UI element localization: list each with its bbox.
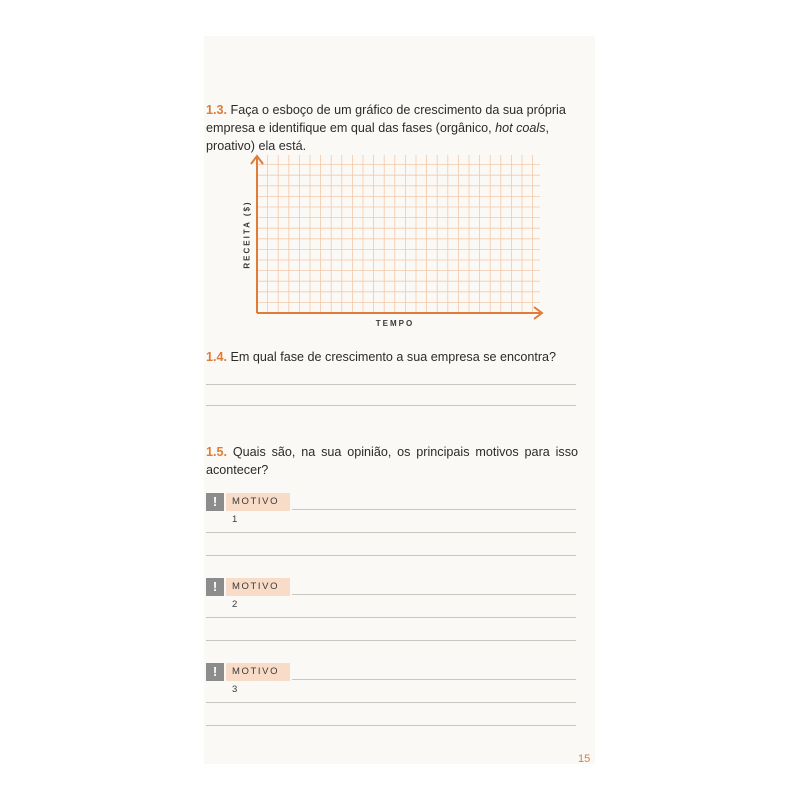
answer-line[interactable] — [206, 532, 576, 533]
alert-icon: ! — [206, 493, 224, 511]
answer-line[interactable] — [206, 555, 576, 556]
y-axis-label: RECEITA ($) — [242, 200, 252, 269]
question-italic: hot coals — [495, 121, 546, 135]
motivo-3-line[interactable] — [292, 679, 576, 680]
x-axis-label: TEMPO — [375, 319, 415, 328]
alert-icon: ! — [206, 578, 224, 596]
motivo-label: MOTIVO 1 — [226, 493, 290, 511]
page-number: 15 — [578, 753, 591, 765]
motivo-2-line[interactable] — [292, 594, 576, 595]
motivo-label: MOTIVO 2 — [226, 578, 290, 596]
question-1-5 — [206, 443, 578, 479]
answer-line[interactable] — [206, 405, 576, 406]
answer-line[interactable] — [206, 702, 576, 703]
answer-line[interactable] — [206, 725, 576, 726]
answer-line[interactable] — [206, 640, 576, 641]
question-text: Em qual fase de crescimento a sua empresa se encontra? — [230, 350, 557, 364]
grid-lines — [257, 155, 540, 313]
question-text-end: , proativo) ela está. — [206, 121, 550, 153]
question-text: Faça o esboço de um gráfico de crescimento da sua própria empresa e identifique em qual das fases (orgânico, — [206, 103, 566, 135]
alert-icon: ! — [206, 663, 224, 681]
question-number: 1.5. — [206, 445, 228, 459]
growth-chart-grid[interactable] — [230, 150, 546, 320]
question-number: 1.3. — [206, 103, 228, 117]
answer-line[interactable] — [206, 384, 576, 385]
question-text: Quais são, na sua opinião, os principais motivos para isso acontecer? — [206, 445, 578, 477]
answer-line[interactable] — [206, 617, 576, 618]
motivo-label: MOTIVO 3 — [226, 663, 290, 681]
question-1-4 — [206, 348, 578, 366]
question-1-3 — [206, 101, 578, 155]
question-number: 1.4. — [206, 350, 228, 364]
motivo-1-line[interactable] — [292, 509, 576, 510]
